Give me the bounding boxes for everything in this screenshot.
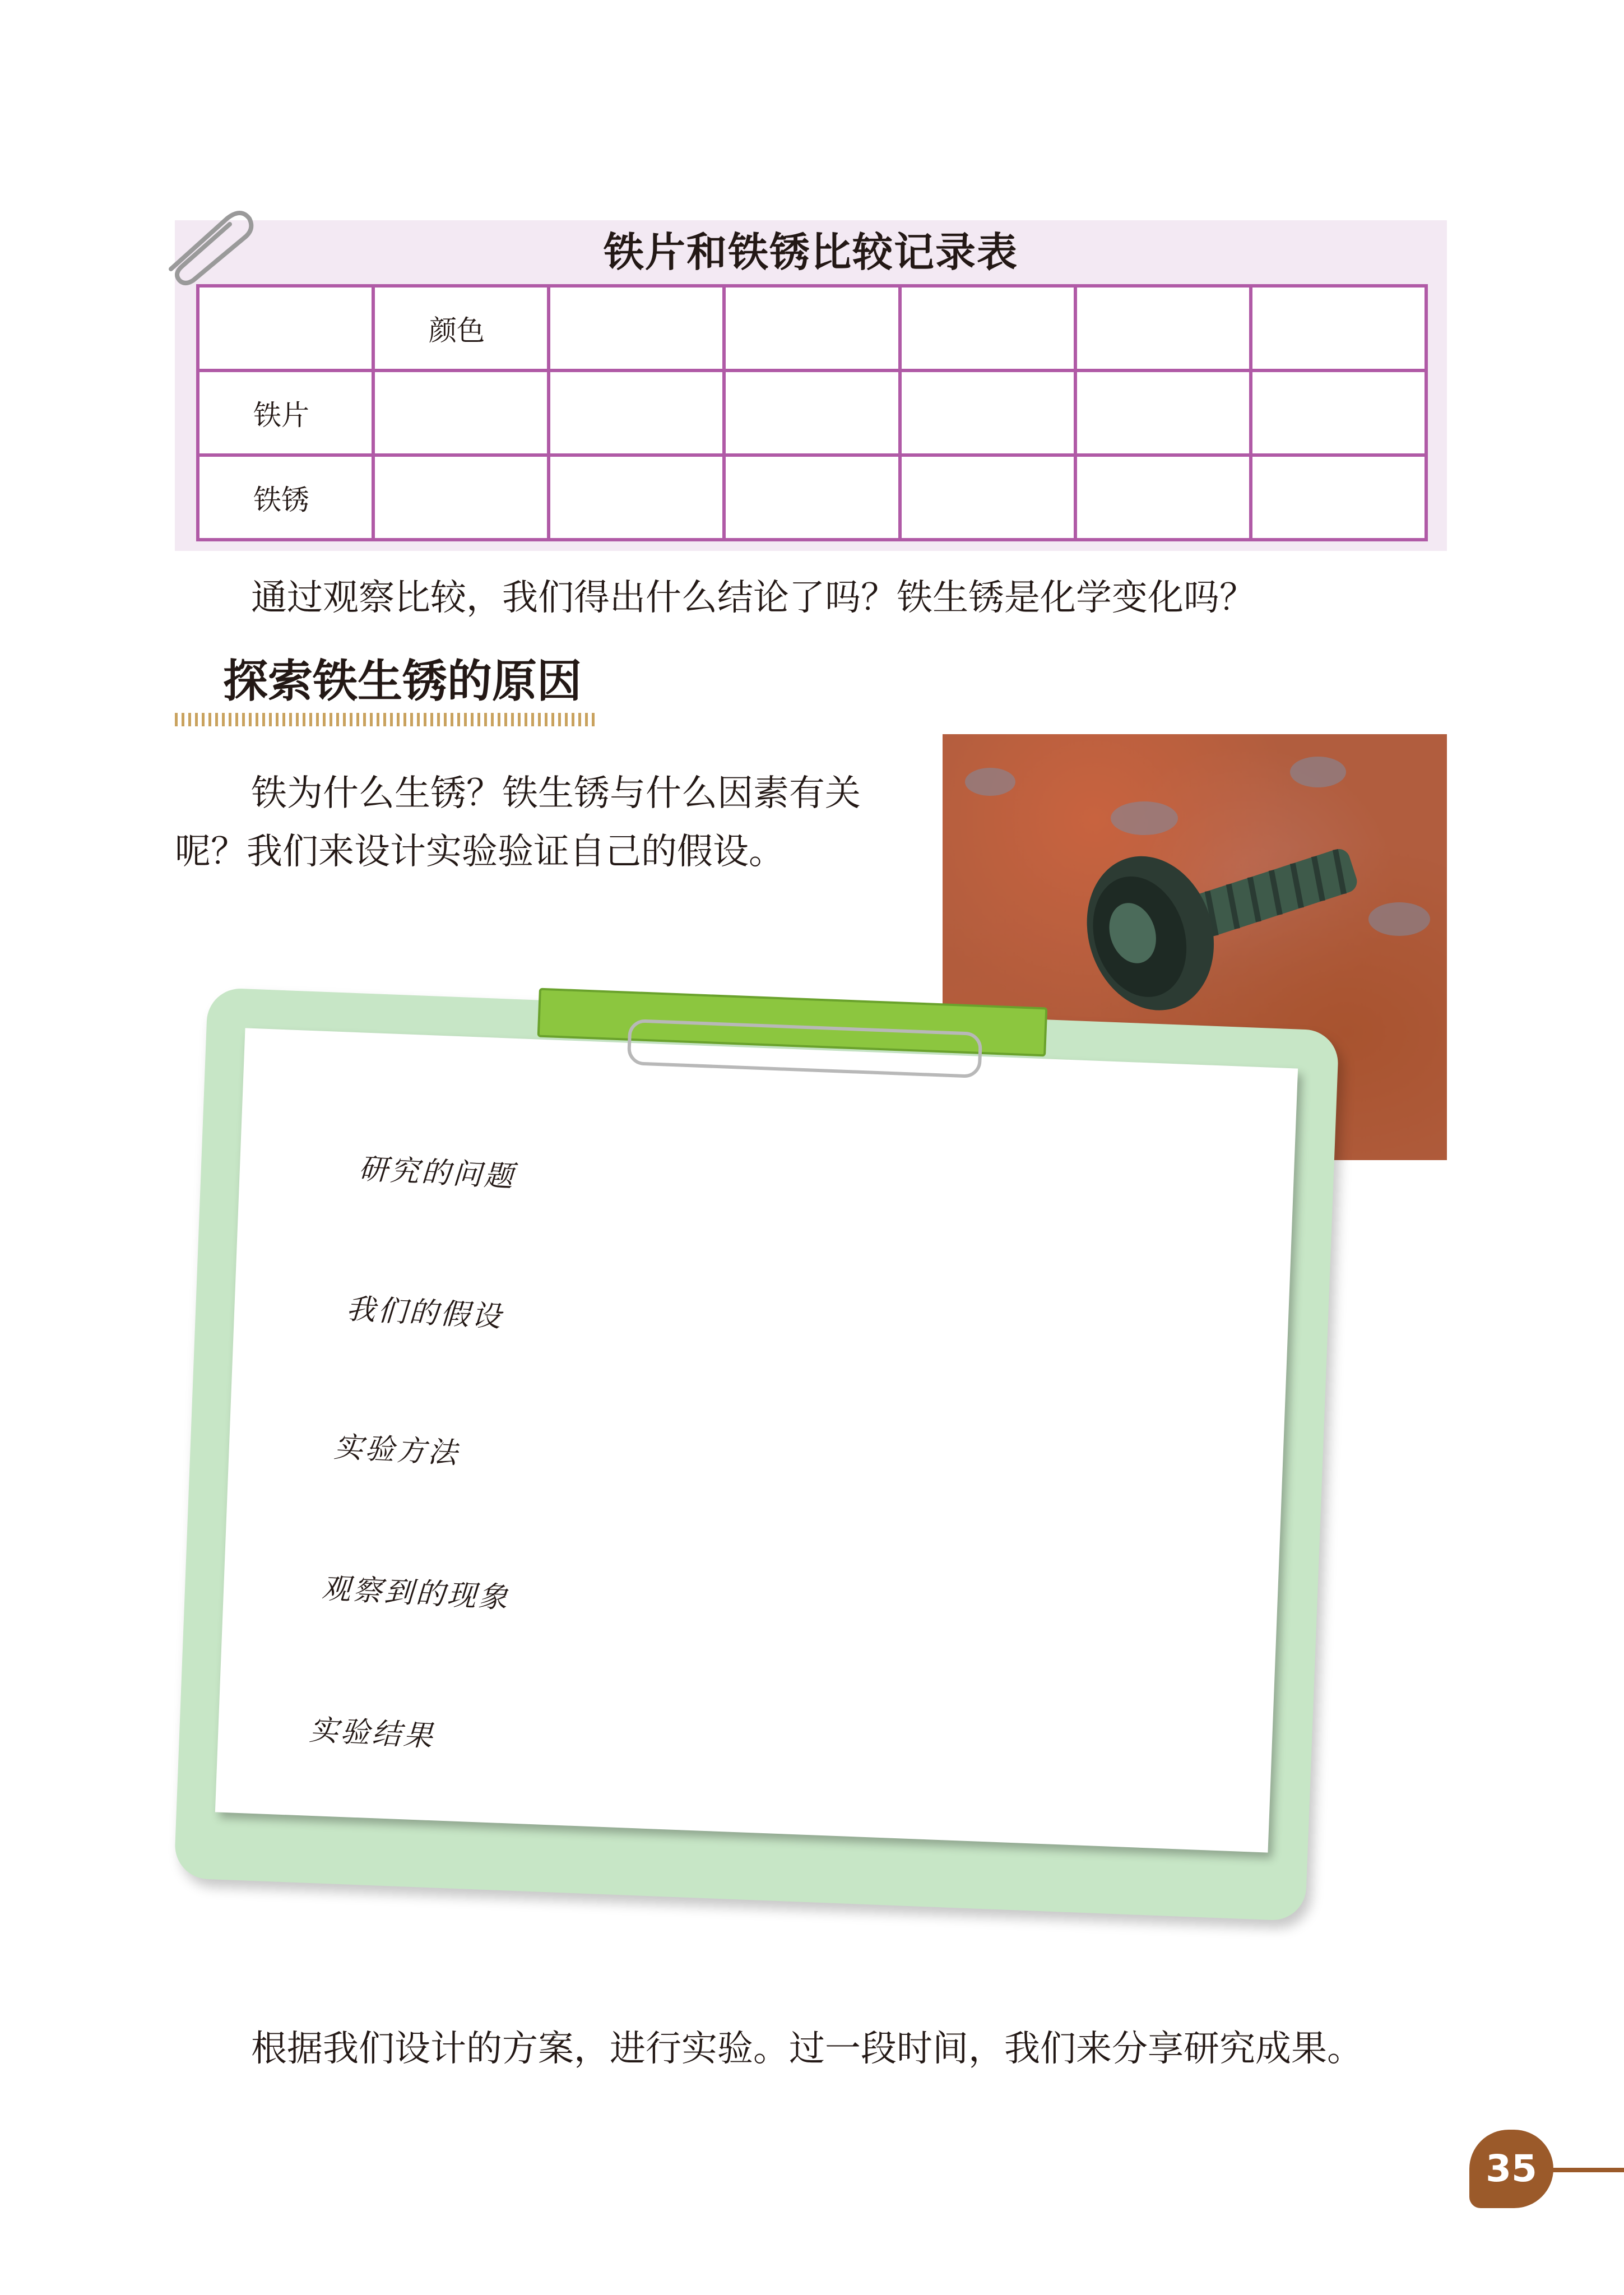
table-row	[198, 370, 1426, 455]
paragraph-conclusion: 根据我们设计的方案，进行实验。过一段时间，我们来分享研究成果。	[251, 2028, 1363, 2070]
table-cell[interactable]	[900, 455, 1075, 540]
table-cell[interactable]	[1251, 286, 1426, 370]
table-cell[interactable]	[549, 455, 724, 540]
table-cell[interactable]	[549, 370, 724, 455]
table-cell[interactable]	[900, 286, 1075, 370]
table-row-label-iron-sheet: 铁片	[198, 370, 373, 455]
section-title-underline	[175, 713, 596, 726]
table-cell[interactable]	[1251, 455, 1426, 540]
table-cell[interactable]	[373, 370, 549, 455]
table-cell[interactable]	[373, 455, 549, 540]
field-method: 实验方法	[333, 1430, 461, 1471]
table-row-label-rust: 铁锈	[198, 455, 373, 540]
table-row	[198, 455, 1426, 540]
table-cell[interactable]	[1075, 370, 1251, 455]
paragraph-intro: 铁为什么生锈？铁生锈与什么因素有关呢？我们来设计实验验证自己的假设。	[175, 773, 861, 873]
section-title: 探索铁生锈的原因	[223, 655, 582, 707]
field-hypothesis: 我们的假设	[345, 1292, 504, 1334]
table-cell[interactable]	[724, 286, 899, 370]
field-research-question: 研究的问题	[358, 1152, 517, 1194]
table-cell[interactable]	[1251, 370, 1426, 455]
record-table-title: 铁片和铁锈比较记录表	[603, 228, 1018, 276]
table-cell[interactable]	[549, 286, 724, 370]
table-cell[interactable]	[724, 455, 899, 540]
table-header-row	[198, 286, 1426, 370]
table-cell[interactable]	[198, 286, 373, 370]
table-header-color: 颜色	[373, 286, 549, 370]
table-cell[interactable]	[900, 370, 1075, 455]
clipboard	[168, 986, 1373, 1973]
table-cell[interactable]	[1075, 455, 1251, 540]
page-number: 35	[1486, 2147, 1537, 2190]
table-cell[interactable]	[724, 370, 899, 455]
table-cell[interactable]	[1075, 286, 1251, 370]
paragraph-question: 通过观察比较，我们得出什么结论了吗？铁生锈是化学变化吗？	[251, 577, 1255, 619]
field-observation: 观察到的现象	[321, 1571, 511, 1615]
field-result: 实验结果	[308, 1713, 436, 1754]
record-table	[196, 284, 1428, 541]
